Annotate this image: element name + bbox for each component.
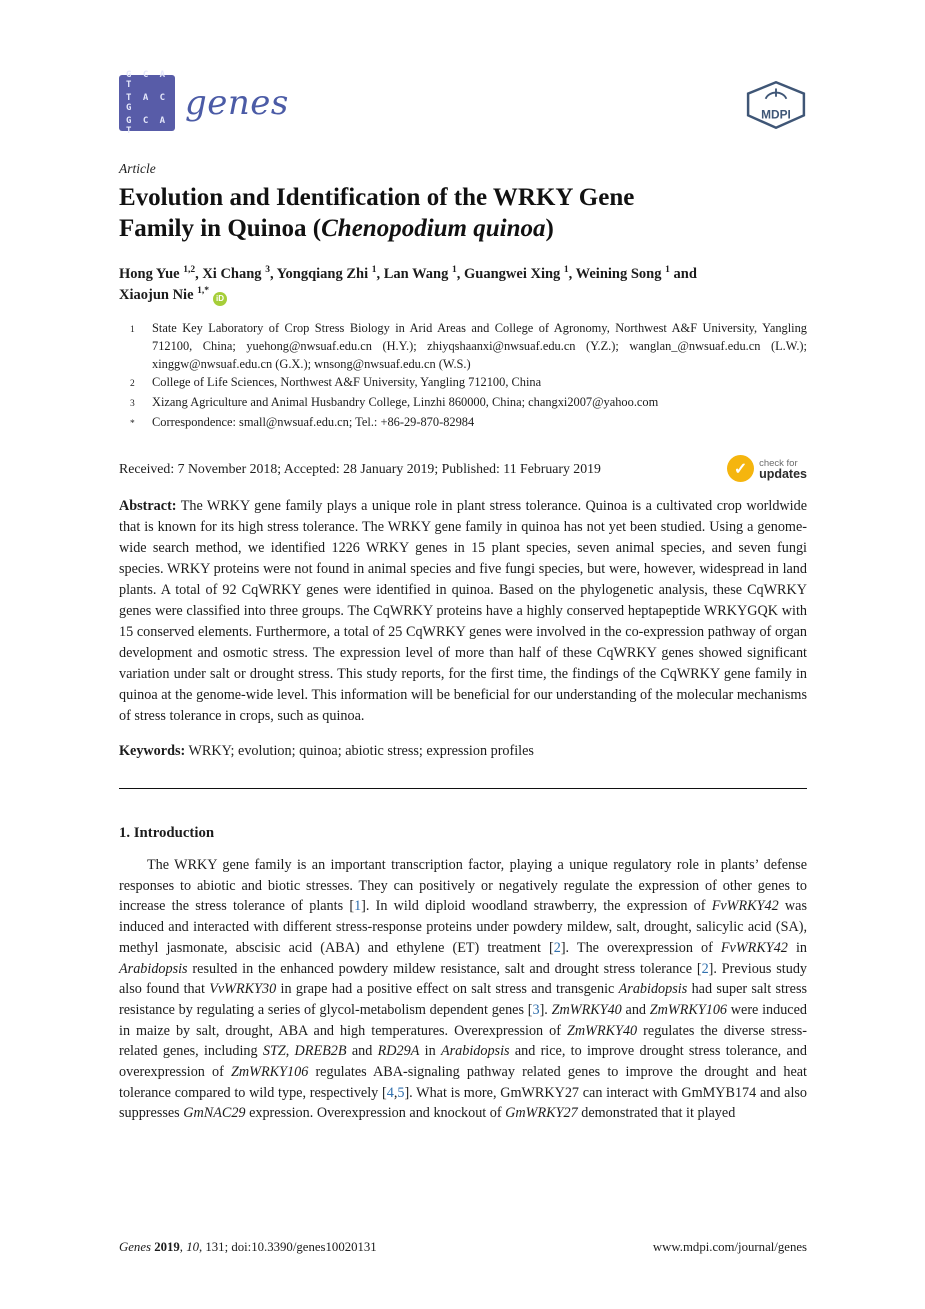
affiliation-text: Xizang Agriculture and Animal Husbandry College, Linzhi 860000, China; changxi2007@yahoo.com bbox=[152, 395, 659, 409]
section-divider bbox=[119, 788, 807, 789]
affiliation-text: College of Life Sciences, Northwest A&F University, Yangling 712100, China bbox=[152, 375, 542, 389]
paper-title: Evolution and Identification of the WRKY Gene Family in Quinoa (Chenopodium quinoa) bbox=[119, 184, 635, 242]
mdpi-logo[interactable] bbox=[745, 81, 807, 134]
article-type-label: Article bbox=[119, 161, 156, 176]
affiliations-block bbox=[119, 319, 807, 433]
affiliation-row bbox=[119, 319, 807, 373]
logo-letter-row: G C A T bbox=[126, 70, 169, 90]
correspondence-text: Correspondence: small@nwsuaf.edu.cn; Tel.: +86-29-870-82984 bbox=[152, 415, 475, 429]
logo-letter-row: T A C G bbox=[126, 93, 169, 113]
check-for-updates-badge[interactable] bbox=[727, 455, 807, 482]
logo-letter-row: G C A T bbox=[126, 116, 169, 136]
authors-line bbox=[119, 264, 807, 306]
citation-line: Genes 2019, 10, 131; doi:10.3390/genes10020131 bbox=[119, 1240, 377, 1254]
affiliation-number: 2 bbox=[130, 379, 135, 389]
crossmark-check-icon: ✓ bbox=[727, 455, 754, 482]
orcid-icon[interactable]: iD bbox=[213, 292, 227, 306]
journal-url[interactable]: www.mdpi.com/journal/genes bbox=[652, 1240, 807, 1254]
keywords-line bbox=[119, 741, 807, 762]
received-accepted-published: Received: 7 November 2018; Accepted: 28 January 2019; Published: 11 February 2019 bbox=[119, 460, 601, 476]
introduction-paragraph: The WRKY gene family is an important transcription factor, playing a unique regulatory role in plants’ defense responses to abiotic and biotic stresses. They can positively or negatively regulate the expression of other genes to increase the stress tolerance of plants [1]. In wild diploid woodland strawberry, the expression of FvWRKY42 was induced and interacted with different stress-response proteins under powdery mildew, salt, drought, salicylic acid (SA), methyl jasmonate, abscisic acid (ABA) and ethylene (ET) treatment [2]. The overexpression of FvWRKY42 in Arabidopsis resulted in the enhanced powdery mildew resistance, salt and drought stress tolerance [2]. Previous study also found that VvWRKY30 in grape had a positive effect on salt stress and transgenic Arabidopsis had super salt stress resistance by regulating a series of glycol-metabolism dependent genes [3]. ZmWRKY40 and ZmWRKY106 were induced in maize by salt, drought, ABA and high temperatures. Overexpression of ZmWRKY40 regulates the diverse stress-related genes, including STZ, DREB2B and RD29A in Arabidopsis and rice, to improve drought stress tolerance, and overexpression of ZmWRKY106 regulates ABA-signaling pathway related genes to improve the drought and heat tolerance compared to wild type, respectively [4,5]. What is more, GmWRKY27 can interact with GmMYB174 and also suppresses GmNAC29 expression. Overexpression and knockout of GmWRKY27 demonstrated that it played bbox=[119, 857, 808, 1122]
updates-badge-text bbox=[759, 458, 807, 480]
citation-link[interactable]: 2 bbox=[553, 939, 561, 956]
mdpi-crest-icon bbox=[745, 81, 807, 129]
updates-badge-line2: updates bbox=[759, 466, 807, 481]
genes-journal-logo[interactable] bbox=[119, 70, 289, 136]
introduction-heading: 1. Introduction bbox=[119, 825, 215, 841]
citation-link[interactable]: 5 bbox=[397, 1084, 405, 1101]
journal-wordmark: genes bbox=[185, 83, 289, 123]
abstract-text: The WRKY gene family plays a unique role in plant stress tolerance. Quinoa is a cultivated crop worldwide that is known for its high stress tolerance. The WRKY gene family in quinoa has not yet been studied. Using a genome-wide search method, we identified 1226 WRKY genes in 15 plant species, seven animal species, and seven fungi species. WRKY proteins were not found in animal species and five fungi species, but were, however, widespread in land plants. A total of 92 CqWRKY genes were identified in quinoa. Based on the phylogenetic analysis, these CqWRKY genes were classified into three groups. The CqWRKY proteins have a highly conserved heptapeptide WRKYGQK with 15 conserved elements. Furthermore, a total of 25 CqWRKY genes were involved in the co-expression pathway of organ development and osmotic stress. The expression level of more than half of these CqWRKY genes showed significant variation under salt or drought stress. This study reports, for the first time, the findings of the CqWRKY gene family in quinoa at the genome-wide level. This information will be beneficial for our understanding of the molecular mechanisms of stress tolerance in crops, such as quinoa. bbox=[119, 498, 807, 724]
affiliation-row bbox=[119, 393, 807, 413]
affiliation-number: 1 bbox=[130, 325, 135, 335]
mdpi-wordmark: MDPI bbox=[761, 107, 791, 122]
affiliation-row bbox=[119, 373, 807, 393]
updates-badge-line1: check for bbox=[759, 457, 798, 469]
genes-logo-icon bbox=[119, 70, 175, 136]
affiliation-text: State Key Laboratory of Crop Stress Biology in Arid Areas and College of Agronomy, Northwest A&F University, Yangling 712100, China; yuehong@nwsuaf.edu.cn (H.Y.); zhiyqshaanxi@nwsuaf.edu.cn (Y.Z.); wanglan_@nwsuaf.edu.cn (L.W.); xinggw@nwsuaf.edu.cn (G.X.); wnsong@nwsuaf.edu.cn (W.S.) bbox=[152, 321, 807, 371]
masthead bbox=[0, 0, 925, 134]
page-footer bbox=[119, 1240, 807, 1255]
correspondence-asterisk: * bbox=[130, 419, 135, 429]
keywords-label: Keywords: bbox=[119, 743, 186, 759]
citation-link[interactable]: 4 bbox=[386, 1084, 394, 1101]
abstract-label: Abstract: bbox=[119, 498, 177, 514]
abstract-paragraph bbox=[119, 496, 807, 727]
authors-names: Hong Yue $^{1,2}$, Xi Chang $^3$, Yongqiang Zhi $^1$, Lan Wang $^1$, Guangwei Xing $^1$, Weining Song $^1$ and Xiaojun Nie $^{1,*}$ bbox=[119, 265, 697, 303]
citation-link[interactable]: 1 bbox=[354, 898, 362, 915]
citation-link[interactable]: 2 bbox=[701, 960, 709, 977]
dates-row bbox=[119, 455, 807, 482]
affiliation-number: 3 bbox=[130, 399, 135, 409]
citation-link[interactable]: 3 bbox=[532, 1001, 540, 1018]
correspondence-row bbox=[119, 413, 807, 433]
keywords-text: WRKY; evolution; quinoa; abiotic stress; expression profiles bbox=[188, 743, 534, 759]
